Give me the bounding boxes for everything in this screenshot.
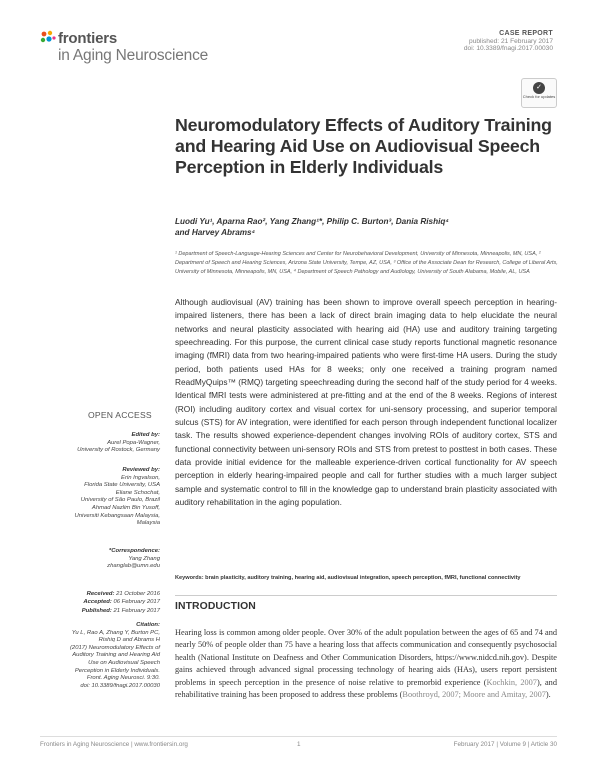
article-meta	[464, 30, 553, 53]
edited-by-block	[40, 432, 160, 455]
footer-divider	[40, 736, 557, 737]
citation-block	[40, 622, 160, 690]
frontiers-logo-icon	[40, 30, 56, 46]
correspondent-email[interactable]: zhanglab@umn.edu	[107, 563, 160, 570]
citation-line: (2017) Neuromodulatory Effects of	[69, 644, 160, 651]
intro-text-2: ), and rehabilitative training has been proposed to address these problems (	[175, 677, 557, 700]
citation-link[interactable]: Boothroyd, 2007; Moore and Amitay, 2007	[402, 690, 546, 700]
journal-name: in Aging Neuroscience	[58, 47, 209, 64]
reviewed-by-label: Reviewed by:	[122, 467, 160, 473]
open-access-label: OPEN ACCESS	[88, 410, 152, 420]
received-label: Received:	[86, 591, 115, 597]
edited-by-label: Edited by:	[131, 432, 160, 438]
published-date: published: 21 February 2017	[469, 37, 553, 45]
page-number: 1	[297, 741, 301, 748]
divider	[175, 595, 557, 596]
editor-line: University of Rostock, Germany	[77, 447, 160, 454]
keywords-list: brain plasticity, auditory training, hearing aid, audiovisual integration, speech perception, fMRI, functional connectivity	[205, 575, 521, 581]
reviewer-line: Universiti Kebangsaan Malaysia,	[74, 512, 160, 519]
published-value: 21 February 2017	[113, 607, 160, 614]
journal-logo	[40, 30, 209, 70]
badge-label: Check for updates	[522, 94, 556, 99]
citation-line: Auditory Training and Hearing Aid	[72, 652, 160, 659]
footer-issue-info: February 2017 | Volume 9 | Article 30	[453, 741, 557, 748]
citation-link[interactable]: Kochkin, 2007	[486, 677, 537, 687]
reviewer-line: Malaysia	[136, 520, 160, 527]
citation-line: Front. Aging Neurosci. 9:30.	[86, 675, 160, 682]
reviewer-line: Eliane Schochat,	[115, 489, 160, 496]
authors-line-2: and Harvey Abrams⁴	[175, 228, 256, 237]
reviewer-line: University of São Paulo, Brazil	[80, 497, 160, 504]
doi[interactable]: doi: 10.3389/fnagi.2017.00030	[463, 45, 553, 53]
reviewer-line: Erin Ingvalson,	[121, 474, 160, 481]
accepted-label: Accepted:	[83, 599, 112, 606]
keywords	[175, 574, 557, 582]
intro-text-3: ).	[545, 690, 551, 700]
affiliations: ¹ Department of Speech-Language-Hearing Sciences and Center for Neurobehavioral Development, University of Minnesota, Minneapolis, MN, USA, ² Department of Speech and Hearing Sciences, Arizona State University, Tempe, AZ, USA, ³ Office of the Associate Dean for Research, College of Liberal Arts, University of Minnesota, Minneapolis, MN, USA, ⁴ Department of Speech Pathology and Audiology, University of South Alabama, Mobile, AL, USA	[175, 251, 558, 275]
reviewed-by-block	[40, 467, 160, 528]
citation-line: Yu L, Rao A, Zhang Y, Burton PC,	[71, 629, 160, 636]
abstract: Although audiovisual (AV) training has been shown to improve overall speech perception in hearing-impaired listeners, there has been a lack of direct brain imaging data to help elucidate the neural networks and neural plasticity associated with hearing aid (HA) use and auditory training targeting speechreading. For this purpose, the current clinical case study reports functional magnetic resonance imaging (fMRI) data from two hearing-impaired patients who were first-time HA users. During the study period, both patients used HAs for 8 weeks; only one received a training program named ReadMyQuips™ (RMQ) targeting speechreading during the second half of the study period for 4 weeks. Identical fMRI tests were administered at pre-fitting and at the end of the 8 weeks. Regions of interest (ROI) including auditory cortex and visual cortex for uni-sensory processing, and superior temporal sulcus (STS) for AV integration, were identified for each person through independent functional localizer task. The results showed experience-dependent changes involving ROIs of auditory cortex, STS and functional connectivity between uni-sensory ROIs and STS from pretest to posttest in both cases. These data provide initial evidence for the malleable experience-driven cortical functionality for AV speech perception in elderly hearing-impaired people and call for further studies with a much larger subject sample and systematic control to fill in the knowledge gap to understand brain plasticity associated with auditory rehabilitation in the aging population.	[175, 297, 557, 508]
received-date: 21 October 2016	[116, 591, 160, 597]
article-title: Neuromodulatory Effects of Auditory Training and Hearing Aid Use on Audiovisual Speech Perception in Elderly Individuals	[175, 115, 552, 177]
published-row	[40, 607, 160, 615]
reviewer-line: Ahmad Nazlim Bin Yusoff,	[91, 504, 160, 511]
correspondence-block	[40, 548, 160, 571]
intro-text-1: Hearing loss is common among older people. Over 30% of the adult population between the ages of 65 and 74 and nearly 50% of people older than 75 have a hearing loss that affects communication and consequently psychosocial health (National Institute on Deafness and Other Communication Disorders, https://www.nidcd.nih.gov). Despite gains achieved through advanced signal processing technology of hearing aids (HAs), users report persistent problems in speech perception in the presence of noise relative to premorbid experience (	[175, 628, 557, 687]
article-type: CASE REPORT	[499, 30, 553, 37]
citation-line: Rishiq D and Abrams H	[98, 637, 160, 644]
introduction-paragraph	[175, 627, 557, 701]
correspondence-label: *Correspondence:	[108, 548, 160, 554]
brand-name: frontiers	[58, 30, 118, 47]
accepted-row	[40, 598, 160, 606]
footer-journal-link[interactable]: Frontiers in Aging Neuroscience | www.frontiersin.org	[40, 741, 188, 748]
accepted-date: 06 February 2017	[113, 599, 160, 606]
citation-label: Citation:	[136, 622, 160, 628]
dates-block	[40, 590, 160, 615]
received-row	[40, 590, 160, 598]
citation-line[interactable]: doi: 10.3389/fnagi.2017.00030	[80, 682, 160, 689]
check-for-updates-badge[interactable]	[521, 78, 557, 108]
authors-line-1: Luodi Yu¹, Aparna Rao², Yang Zhang¹*, Philip C. Burton³, Dania Rishiq⁴	[175, 217, 449, 226]
citation-line: Use on Audiovisual Speech	[88, 659, 160, 666]
correspondent-name: Yang Zhang	[128, 555, 160, 562]
section-heading-introduction: INTRODUCTION	[175, 601, 256, 612]
reviewer-line: Florida State University, USA	[84, 482, 160, 489]
keywords-label: Keywords:	[175, 575, 204, 581]
check-icon: ✓	[533, 82, 545, 94]
citation-line: Perception in Elderly Individuals.	[74, 667, 160, 674]
author-list	[175, 216, 555, 238]
editor-line: Aurel Popa-Wagner,	[107, 439, 160, 446]
published-label: Published:	[81, 607, 112, 614]
